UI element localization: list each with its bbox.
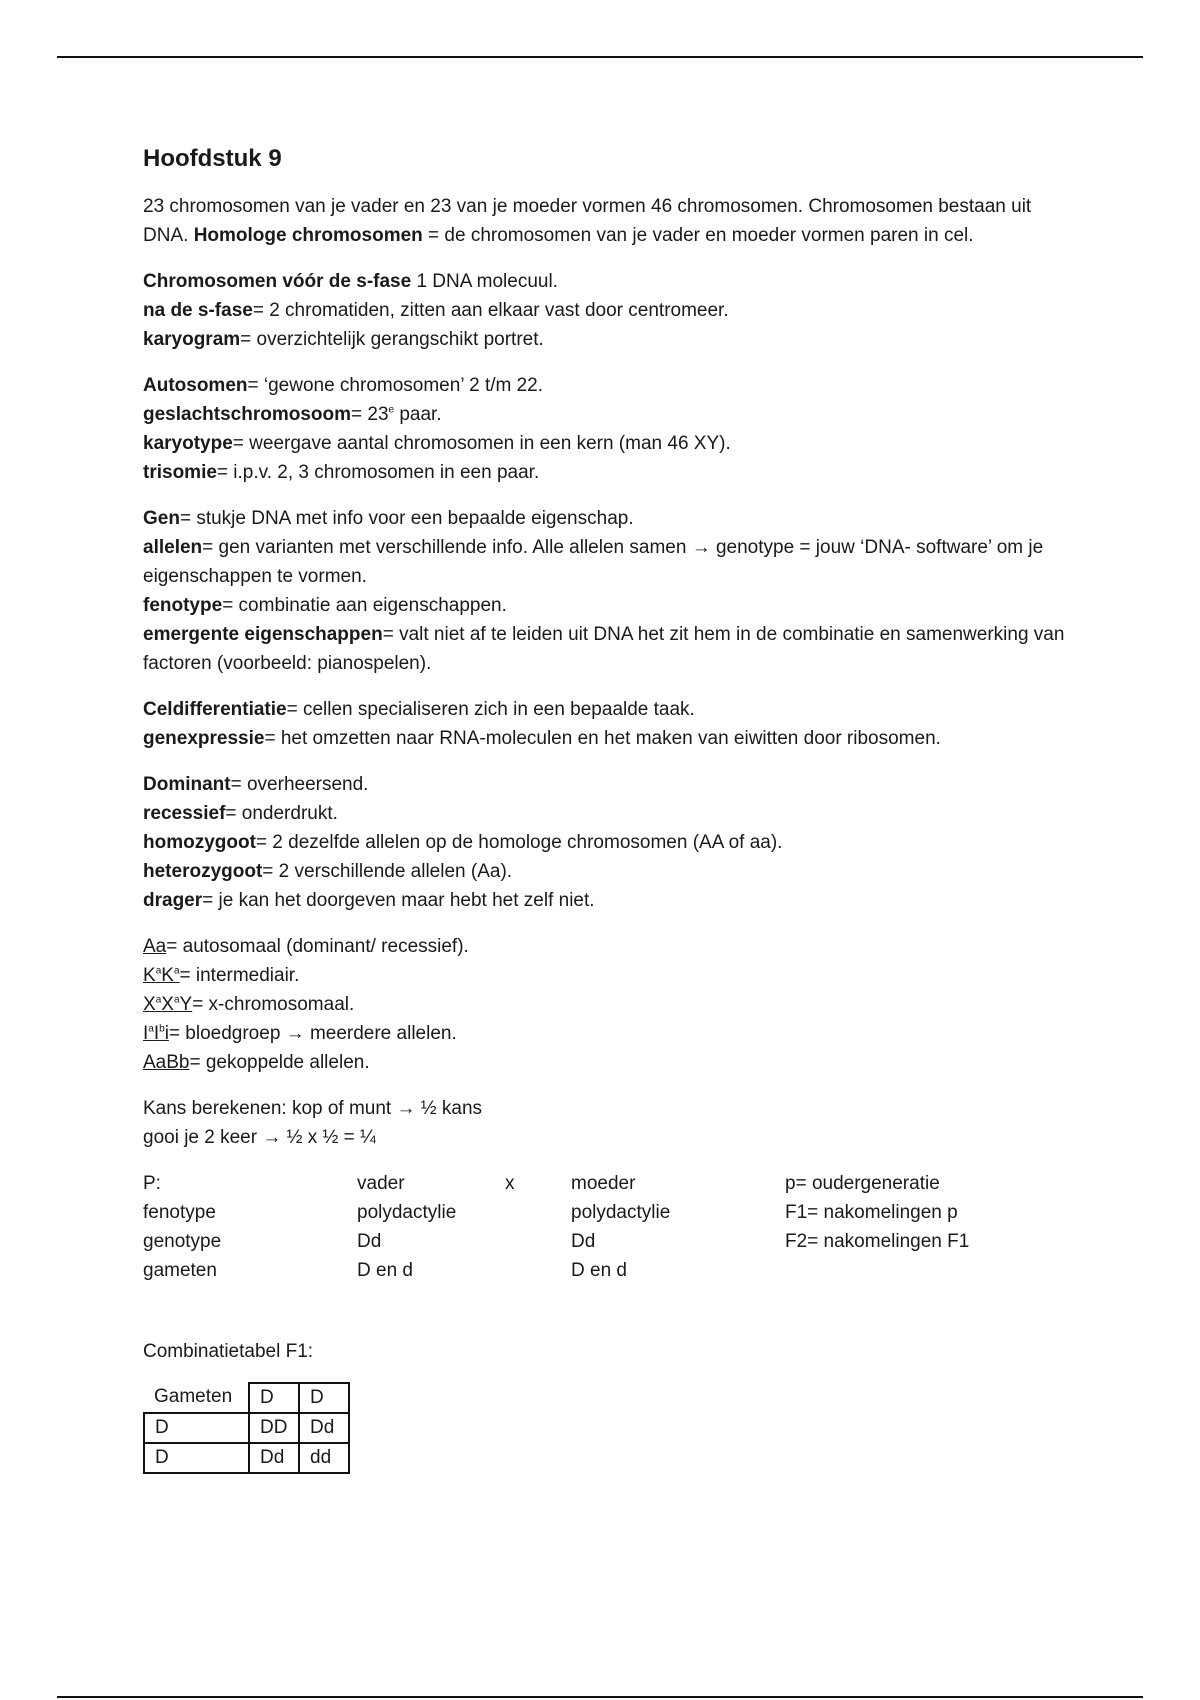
notation-symbol: Aa — [143, 936, 167, 957]
probability-line: Kans berekenen: kop of munt → ½ kans — [143, 1098, 483, 1119]
section-inheritance-notation — [143, 932, 1073, 1077]
definition-term: emergente eigenschappen — [143, 624, 383, 645]
ptable-cell: gameten — [143, 1260, 217, 1281]
ptable-cell — [785, 1256, 1073, 1285]
ptable-cell — [505, 1256, 571, 1285]
footer-rule — [57, 1696, 1143, 1698]
intro-paragraph — [143, 192, 1073, 250]
definition-line — [143, 886, 1073, 915]
definition-term: Chromosomen vóór de s-fase — [143, 271, 412, 292]
definition-line — [143, 296, 1073, 325]
definition-text: = je kan het doorgeven maar hebt het zelf niet. — [202, 890, 595, 911]
table-header-cell: Gameten — [154, 1386, 233, 1407]
intro-term: Homologe chromosomen — [193, 225, 423, 246]
combination-table-title: Combinatietabel F1: — [143, 1341, 314, 1362]
superscript: a — [148, 1023, 154, 1035]
symbol-part: X — [161, 994, 174, 1015]
definition-line — [143, 429, 1073, 458]
table-row — [144, 1443, 349, 1473]
notation-line — [143, 1019, 1073, 1048]
definition-term: na de s-fase — [143, 300, 253, 321]
table-cell: D — [144, 1443, 249, 1473]
definition-text: = cellen specialiseren zich in een bepaalde taak. — [286, 699, 695, 720]
symbol-part: i — [164, 1023, 169, 1044]
ptable-cell: polydactylie — [571, 1202, 671, 1223]
definition-term: drager — [143, 890, 203, 911]
section-probability — [143, 1094, 1073, 1152]
definition-term: Autosomen — [143, 375, 248, 396]
ptable-cell: F2= nakomelingen F1 — [785, 1231, 970, 1252]
combination-table — [143, 1382, 350, 1474]
definition-text: paar. — [394, 404, 442, 425]
table-cell: Dd — [249, 1443, 299, 1473]
notation-symbol: AaBb — [143, 1052, 190, 1073]
definition-line — [143, 724, 1073, 753]
notation-line — [143, 961, 1073, 990]
definition-term: genexpressie — [143, 728, 265, 749]
definition-text: = combinatie aan eigenschappen. — [222, 595, 507, 616]
definition-text: = gen varianten met verschillende info. Alle allelen samen → genotype = jouw ‘DNA- software’ om je eigenschappen te vormen. — [143, 537, 1044, 587]
notation-text: = bloedgroep → meerdere allelen. — [168, 1023, 457, 1044]
table-cell: Dd — [299, 1413, 349, 1443]
definition-line — [143, 799, 1073, 828]
section-chromosomes — [143, 267, 1073, 354]
definition-term: Gen — [143, 508, 180, 529]
table-header-cell: D — [299, 1383, 349, 1413]
ptable-cell: Dd — [357, 1231, 382, 1252]
document-page — [143, 142, 1073, 1474]
definition-line — [143, 857, 1073, 886]
table-cell: DD — [249, 1413, 299, 1443]
definition-line — [143, 400, 1073, 429]
ptable-cell: D en d — [357, 1260, 413, 1281]
definition-line — [143, 458, 1073, 487]
probability-line: gooi je 2 keer → ½ x ½ = ¼ — [143, 1127, 376, 1148]
definition-line — [143, 504, 1073, 533]
superscript: a — [155, 965, 162, 977]
definition-term: recessief — [143, 803, 226, 824]
ptable-cell: Dd — [571, 1231, 596, 1252]
definition-text: = weergave aantal chromosomen in een kern (man 46 XY). — [232, 433, 731, 454]
ptable-cell: vader — [357, 1173, 405, 1194]
ptable-cell — [505, 1227, 571, 1256]
definition-text: = stukje DNA met info voor een bepaalde eigenschap. — [179, 508, 634, 529]
parent-generation-table — [143, 1169, 1073, 1285]
table-row — [144, 1413, 349, 1443]
definition-term: karyogram — [143, 329, 241, 350]
definition-text: = ‘gewone chromosomen’ 2 t/m 22. — [247, 375, 544, 396]
table-row — [144, 1383, 349, 1413]
definition-term: allelen — [143, 537, 203, 558]
definition-text: = het omzetten naar RNA-moleculen en het maken van eiwitten door ribosomen. — [264, 728, 941, 749]
symbol-part: K — [143, 965, 156, 986]
header-rule — [57, 56, 1143, 58]
notation-line — [143, 990, 1073, 1019]
ptable-cell: P: — [143, 1173, 161, 1194]
definition-line — [143, 371, 1073, 400]
definition-text: = overheersend. — [230, 774, 369, 795]
definition-text: 1 DNA molecuul. — [411, 271, 558, 292]
ptable-cell: F1= nakomelingen p — [785, 1202, 958, 1223]
definition-line — [143, 695, 1073, 724]
ptable-cell: fenotype — [143, 1202, 216, 1223]
table-cell: dd — [299, 1443, 349, 1473]
notation-line — [143, 1048, 1073, 1077]
section-genes — [143, 504, 1073, 678]
definition-line — [143, 591, 1073, 620]
superscript: a — [173, 994, 180, 1006]
ptable-cell: p= oudergeneratie — [785, 1173, 940, 1194]
definition-term: Celdifferentiatie — [143, 699, 287, 720]
definition-line — [143, 828, 1073, 857]
symbol-part: Y — [179, 994, 193, 1015]
definition-text: = 2 chromatiden, zitten aan elkaar vast door centromeer. — [252, 300, 729, 321]
definition-term: Dominant — [143, 774, 231, 795]
definition-term: fenotype — [143, 595, 223, 616]
ptable-cell: polydactylie — [357, 1202, 457, 1223]
section-autosomes — [143, 371, 1073, 487]
notation-text: = gekoppelde allelen. — [189, 1052, 370, 1073]
section-differentiation — [143, 695, 1073, 753]
definition-text: = 2 dezelfde allelen op de homologe chromosomen (AA of aa). — [255, 832, 783, 853]
definition-term: homozygoot — [143, 832, 256, 853]
table-header-cell: D — [249, 1383, 299, 1413]
superscript: a — [173, 965, 180, 977]
ptable-cell: x — [505, 1173, 515, 1194]
definition-line — [143, 620, 1073, 678]
definition-text: = 2 verschillende allelen (Aa). — [262, 861, 513, 882]
definition-text: = valt niet af te leiden uit DNA het zit hem in de combinatie en samenwerking van factoren (voorbeeld: pianospelen). — [143, 624, 1065, 674]
intro-text-2: = de chromosomen van je vader en moeder vormen paren in cel. — [422, 225, 974, 246]
ptable-cell — [505, 1198, 571, 1227]
notation-text: = autosomaal (dominant/ recessief). — [166, 936, 469, 957]
notation-symbol — [143, 965, 180, 986]
superscript: b — [159, 1023, 165, 1035]
notation-symbol — [143, 1023, 169, 1044]
definition-term: geslachtschromosoom — [143, 404, 351, 425]
ptable-cell: moeder — [571, 1173, 636, 1194]
definition-term: karyotype — [143, 433, 233, 454]
symbol-part: X — [143, 994, 156, 1015]
section-dominance — [143, 770, 1073, 915]
superscript: a — [155, 994, 162, 1006]
definition-term: heterozygoot — [143, 861, 263, 882]
intro-text-1: 23 chromosomen van je vader en 23 van je moeder vormen 46 chromosomen. Chromosomen bestaan uit DNA. — [143, 196, 1032, 246]
definition-line — [143, 267, 1073, 296]
notation-line — [143, 932, 1073, 961]
definition-line — [143, 325, 1073, 354]
definition-line — [143, 770, 1073, 799]
definition-line — [143, 533, 1073, 591]
definition-term: trisomie — [143, 462, 217, 483]
definition-text: = overzichtelijk gerangschikt portret. — [240, 329, 544, 350]
page-title: Hoofdstuk 9 — [143, 145, 282, 172]
symbol-part: I — [153, 1023, 160, 1044]
notation-symbol — [143, 994, 192, 1015]
definition-text: = 23 — [351, 404, 389, 425]
ptable-cell: genotype — [143, 1231, 222, 1252]
ptable-cell: D en d — [571, 1260, 627, 1281]
symbol-part: I — [143, 1023, 149, 1044]
definition-text: = onderdrukt. — [225, 803, 338, 824]
notation-text: = intermediair. — [179, 965, 300, 986]
notation-text: = x-chromosomaal. — [192, 994, 355, 1015]
symbol-part: K — [161, 965, 174, 986]
definition-text: = i.p.v. 2, 3 chromosomen in een paar. — [216, 462, 540, 483]
superscript: e — [388, 404, 395, 416]
table-cell: D — [144, 1413, 249, 1443]
